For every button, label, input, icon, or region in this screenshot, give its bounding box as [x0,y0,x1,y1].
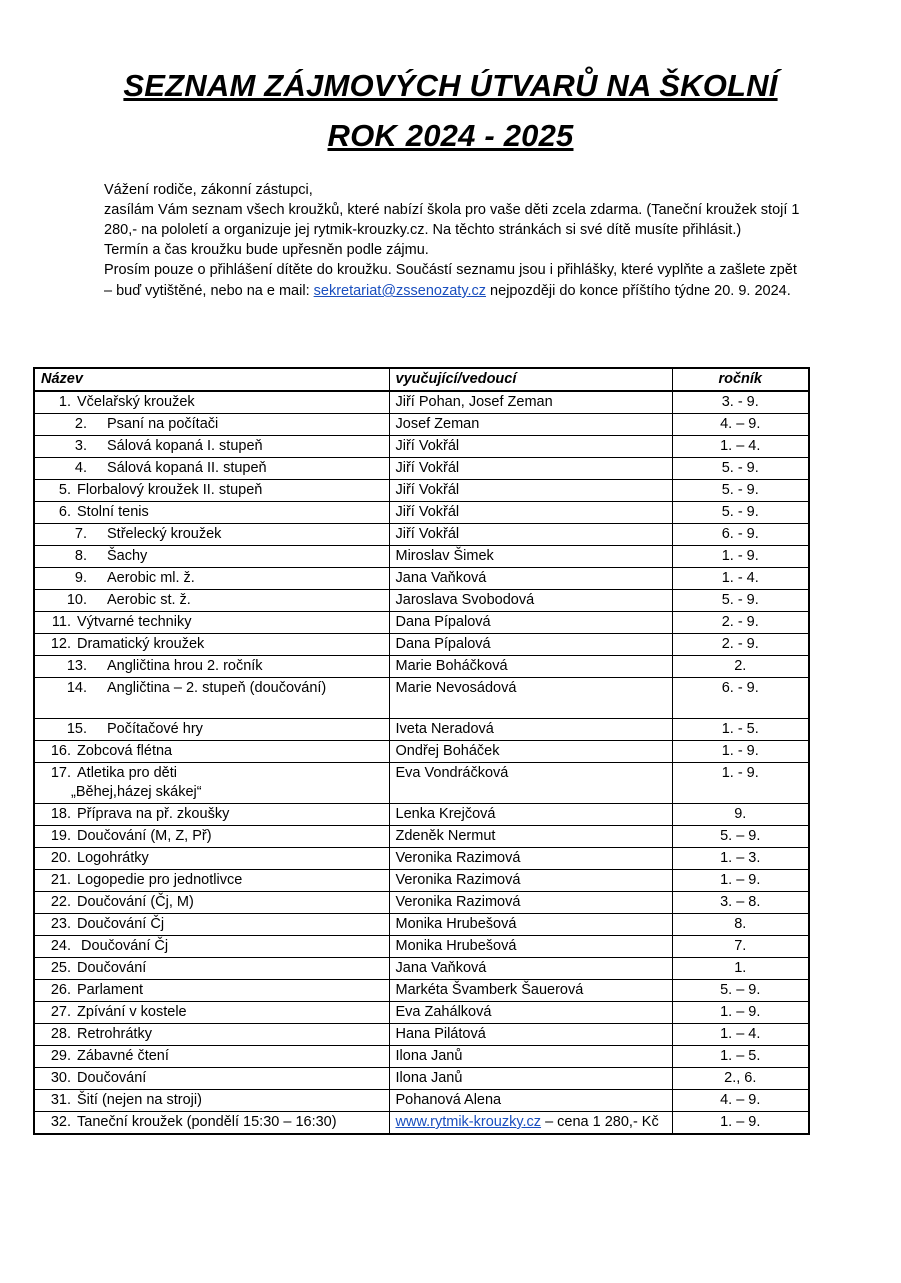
club-name: Florbalový kroužek II. stupeň [77,482,263,498]
page-title-line-1: SEZNAM ZÁJMOVÝCH ÚTVARŮ NA ŠKOLNÍ [123,68,778,103]
club-name: Doučování [77,960,147,976]
cell-name [34,1068,389,1090]
cell-grade: 4. – 9. [672,414,809,436]
row-number: 30. [50,1070,71,1086]
table-row [34,914,809,936]
table-row [34,1068,809,1090]
intro-paragraph-3-end: nejpozději do konce příštího týdne 20. 9. 2024. [486,283,791,299]
cell-teacher: Monika Hrubešová [389,936,672,958]
cell-teacher: Zdeněk Nermut [389,826,672,848]
cell-name [34,1046,389,1068]
row-number: 15. [66,721,87,737]
cell-grade: 5. - 9. [672,458,809,480]
cell-teacher: Dana Pípalová [389,612,672,634]
cell-teacher: Miroslav Šimek [389,546,672,568]
club-name: Zobcová flétna [77,743,173,759]
row-number: 10. [66,592,87,608]
row-number: 1. [58,394,71,410]
row-number: 31. [50,1092,71,1108]
table-row [34,804,809,826]
cell-teacher: Jiří Vokřál [389,524,672,546]
row-number: 8. [74,548,87,564]
cell-grade: 2. - 9. [672,612,809,634]
cell-name [34,936,389,958]
table-row [34,892,809,914]
cell-name [34,763,389,804]
row-number: 9. [74,570,87,586]
cell-grade: 1. – 9. [672,1002,809,1024]
club-name: Doučování (M, Z, Př) [77,828,212,844]
cell-grade: 1. - 4. [672,568,809,590]
cell-teacher: Monika Hrubešová [389,914,672,936]
table-row [34,1046,809,1068]
cell-teacher: Dana Pípalová [389,634,672,656]
cell-teacher: Eva Vondráčková [389,763,672,804]
club-name: Doučování (Čj, M) [77,894,194,910]
cell-name [34,914,389,936]
cell-name [34,848,389,870]
row-number: 18. [50,806,71,822]
cell-name [34,546,389,568]
intro-paragraph-3-start: Prosím pouze o přihlášení dítěte do kroužku. Součástí seznamu jsou i přihlášky, které vyplňte a zašlete zpět – buď vytištěné, nebo na e mail: [104,262,797,299]
row-number: 5. [58,482,71,498]
club-name: Angličtina hrou 2. ročník [107,658,263,674]
cell-teacher: Ondřej Boháček [389,741,672,763]
table-row [34,741,809,763]
cell-grade: 2. [672,656,809,678]
table-row [34,524,809,546]
cell-grade: 1. [672,958,809,980]
club-name: Logopedie pro jednotlivce [77,872,243,888]
row-number: 21. [50,872,71,888]
table-row [34,1090,809,1112]
club-name: Příprava na př. zkoušky [77,806,230,822]
cell-grade: 1. - 9. [672,546,809,568]
table-row [34,414,809,436]
club-name: Počítačové hry [107,721,203,737]
cell-name [34,502,389,524]
row-number: 17. [50,765,71,781]
cell-grade: 5. - 9. [672,590,809,612]
club-name: Šachy [107,548,148,564]
cell-teacher: Jana Vaňková [389,568,672,590]
cell-grade: 6. - 9. [672,524,809,546]
cell-grade: 1. - 9. [672,741,809,763]
row-number: 4. [74,460,87,476]
table-row [34,1024,809,1046]
cell-name [34,958,389,980]
club-name: Zábavné čtení [77,1048,169,1064]
cell-name [34,892,389,914]
row-number: 20. [50,850,71,866]
cell-teacher [389,1112,672,1135]
table-row [34,480,809,502]
cell-grade: 1. – 3. [672,848,809,870]
row-number: 22. [50,894,71,910]
club-name: Šití (nejen na stroji) [77,1092,202,1108]
cell-grade: 1. – 4. [672,1024,809,1046]
cell-grade: 4. – 9. [672,1090,809,1112]
cell-teacher: Hana Pilátová [389,1024,672,1046]
club-name: Stolní tenis [77,504,149,520]
table-row [34,870,809,892]
row-number: 19. [50,828,71,844]
club-name: Dramatický kroužek [77,636,205,652]
cell-teacher: Josef Zeman [389,414,672,436]
row-number: 16. [50,743,71,759]
row-number: 3. [74,438,87,454]
row-number: 7. [74,526,87,542]
row-number: 14. [66,680,87,696]
club-name: Retrohrátky [77,1026,152,1042]
cell-name [34,678,389,719]
cell-name [34,1024,389,1046]
cell-name [34,568,389,590]
row-number: 25. [50,960,71,976]
club-name: Taneční kroužek (pondělí 15:30 – 16:30) [77,1114,337,1130]
row-number: 24. [50,938,71,954]
table-row [34,936,809,958]
cell-teacher: Ilona Janů [389,1068,672,1090]
club-name: Výtvarné techniky [77,614,192,630]
cell-grade: 1. – 9. [672,1112,809,1135]
row-number: 27. [50,1004,71,1020]
table-row [34,719,809,741]
cell-teacher: Jiří Vokřál [389,436,672,458]
cell-grade: 1. - 9. [672,763,809,804]
website-link[interactable]: www.rytmik-krouzky.cz [395,1114,542,1130]
cell-grade: 9. [672,804,809,826]
cell-grade: 1. - 5. [672,719,809,741]
table-row [34,1002,809,1024]
cell-grade: 7. [672,936,809,958]
cell-teacher: Jaroslava Svobodová [389,590,672,612]
table-row [34,590,809,612]
cell-grade: 6. - 9. [672,678,809,719]
cell-name [34,1090,389,1112]
intro-paragraph-3 [104,260,804,302]
cell-teacher: Marie Boháčková [389,656,672,678]
cell-name [34,612,389,634]
cell-grade: 3. – 8. [672,892,809,914]
cell-name [34,804,389,826]
cell-teacher: Eva Zahálková [389,1002,672,1024]
cell-grade: 5. - 9. [672,480,809,502]
cell-name [34,980,389,1002]
club-name: Logohrátky [77,850,149,866]
cell-name [34,436,389,458]
cell-grade: 5. - 9. [672,502,809,524]
cell-teacher: Jiří Vokřál [389,502,672,524]
cell-teacher: Markéta Švamberk Šauerová [389,980,672,1002]
club-name: Aerobic ml. ž. [107,570,195,586]
cell-grade: 1. – 9. [672,870,809,892]
cell-grade: 2., 6. [672,1068,809,1090]
table-row [34,391,809,414]
cell-grade: 8. [672,914,809,936]
cell-name [34,870,389,892]
cell-teacher: Veronika Razimová [389,892,672,914]
cell-teacher: Jiří Pohan, Josef Zeman [389,391,672,414]
club-name: Doučování [77,1070,147,1086]
header-name: Název [34,368,389,391]
club-name: Včelařský kroužek [77,394,195,410]
row-number: 26. [50,982,71,998]
cell-name [34,480,389,502]
table-row [34,458,809,480]
table-row [34,1112,809,1135]
club-name: Angličtina – 2. stupeň (doučování) [107,680,327,696]
cell-name [34,1112,389,1135]
table-row [34,678,809,719]
club-name: Parlament [77,982,144,998]
page-title-line-2: ROK 2024 - 2025 [327,118,574,153]
row-number: 23. [50,916,71,932]
table-row [34,546,809,568]
cell-teacher: Jiří Vokřál [389,458,672,480]
table-row [34,980,809,1002]
table-row [34,612,809,634]
club-name: Střelecký kroužek [107,526,222,542]
table-row [34,568,809,590]
cell-name [34,524,389,546]
table-row [34,848,809,870]
table-row [34,826,809,848]
cell-teacher: Jiří Vokřál [389,480,672,502]
cell-teacher: Veronika Razimová [389,848,672,870]
row-number: 28. [50,1026,71,1042]
cell-teacher: Iveta Neradová [389,719,672,741]
cell-name [34,391,389,414]
club-name: Sálová kopaná I. stupeň [107,438,263,454]
cell-teacher: Marie Nevosádová [389,678,672,719]
club-name: Doučování Čj [77,916,165,932]
table-row [34,656,809,678]
cell-grade: 1. – 5. [672,1046,809,1068]
cell-grade: 5. – 9. [672,980,809,1002]
row-number: 2. [74,416,87,432]
cell-name [34,414,389,436]
cell-teacher: Lenka Krejčová [389,804,672,826]
club-name-line-2: „Běhej,házej skákej“ [71,784,202,800]
email-link[interactable]: sekretariat@zssenozaty.cz [313,283,487,299]
cell-name [34,719,389,741]
cell-teacher: Veronika Razimová [389,870,672,892]
table-row [34,436,809,458]
cell-teacher: Pohanová Alena [389,1090,672,1112]
cell-name [34,634,389,656]
row-number: 29. [50,1048,71,1064]
row-number: 12. [50,636,71,652]
club-name: Aerobic st. ž. [107,592,191,608]
cell-name [34,458,389,480]
cell-name [34,741,389,763]
club-name: Sálová kopaná II. stupeň [107,460,267,476]
header-teacher: vyučující/vedoucí [389,368,672,391]
row-number: 6. [58,504,71,520]
intro-paragraph-2: Termín a čas kroužku bude upřesněn podle zájmu. [104,242,429,258]
cell-teacher: Jana Vaňková [389,958,672,980]
table-row [34,634,809,656]
clubs-table [33,367,810,1135]
table-row [34,763,809,804]
cell-grade: 5. – 9. [672,826,809,848]
cell-teacher: Ilona Janů [389,1046,672,1068]
header-grade: ročník [672,368,809,391]
club-name: Zpívání v kostele [77,1004,187,1020]
intro-paragraph-1: zasílám Vám seznam všech kroužků, které nabízí škola pro vaše děti zcela zdarma. (Taneční kroužek stojí 1 280,- na pololetí a organizuje jej rytmik-krouzky.cz. Na těchto stránkách si své dítě musíte přihlásit.) [104,202,800,238]
cell-name [34,656,389,678]
cell-name [34,826,389,848]
club-name: Psaní na počítači [107,416,219,432]
cell-name [34,1002,389,1024]
cell-name [34,590,389,612]
cell-grade: 1. – 4. [672,436,809,458]
table-row [34,502,809,524]
cell-grade: 3. - 9. [672,391,809,414]
intro-text [104,180,804,302]
row-number: 32. [50,1114,71,1130]
intro-greeting: Vážení rodiče, zákonní zástupci, [104,182,313,198]
club-name: Atletika pro děti [77,765,177,781]
table-header-row [34,368,809,391]
row-number: 11. [51,614,71,630]
row-number: 13. [66,658,87,674]
teacher-note: – cena 1 280,- Kč [541,1114,659,1130]
table-row [34,958,809,980]
club-name: Doučování Čj [77,938,169,954]
cell-grade: 2. - 9. [672,634,809,656]
